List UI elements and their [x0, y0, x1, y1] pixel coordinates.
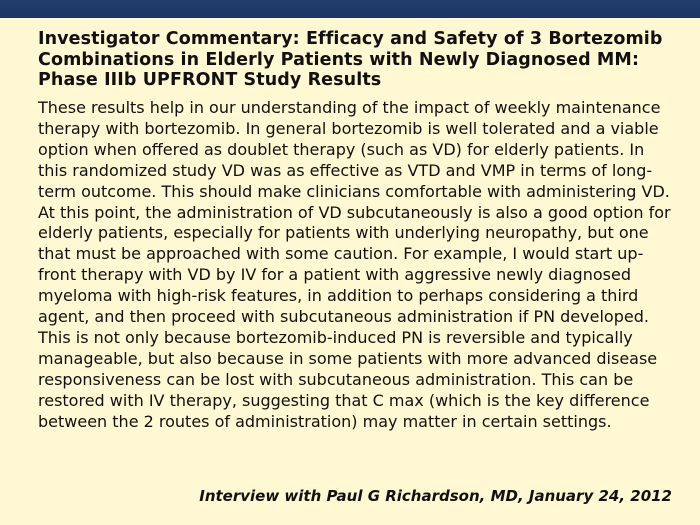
commentary-body: These results help in our understanding of the impact of weekly maintenance therapy with bortezomib. In general bortezomib is well tolerated and a viable option when offered as doublet therapy (such as VD) for elderly patients. In this randomized study VD was as effective as VTD and VMP in terms of long-term outcome. This should make clinicians comfortable with administering VD. At this point, the administration of VD subcutaneously is also a good option for elderly patients, especially for patients with underlying neuropathy, but one that must be approached with some caution. For example, I would start up-front therapy with VD by IV for a patient with aggressive newly diagnosed myeloma with high-risk features, in addition to perhaps considering a third agent, and then proceed with subcutaneous administration if PN developed. This is not only because bortezomib-induced PN is reversible and typically manageable, but also because in some patients with more advanced disease responsiveness can be lost with subcutaneous administration. This can be restored with IV therapy, suggesting that C max (which is the key difference between the 2 routes of administration) may matter in certain settings.	[38, 98, 671, 431]
slide-title: Investigator Commentary: Efficacy and Safety of 3 Bortezomib Combinations in Elderly Patients with Newly Diagnosed MM: Phase IIIb UPFRONT Study Results	[38, 29, 663, 90]
top-header-bar	[0, 0, 700, 18]
interview-attribution: Interview with Paul G Richardson, MD, January 24, 2012	[199, 487, 672, 505]
